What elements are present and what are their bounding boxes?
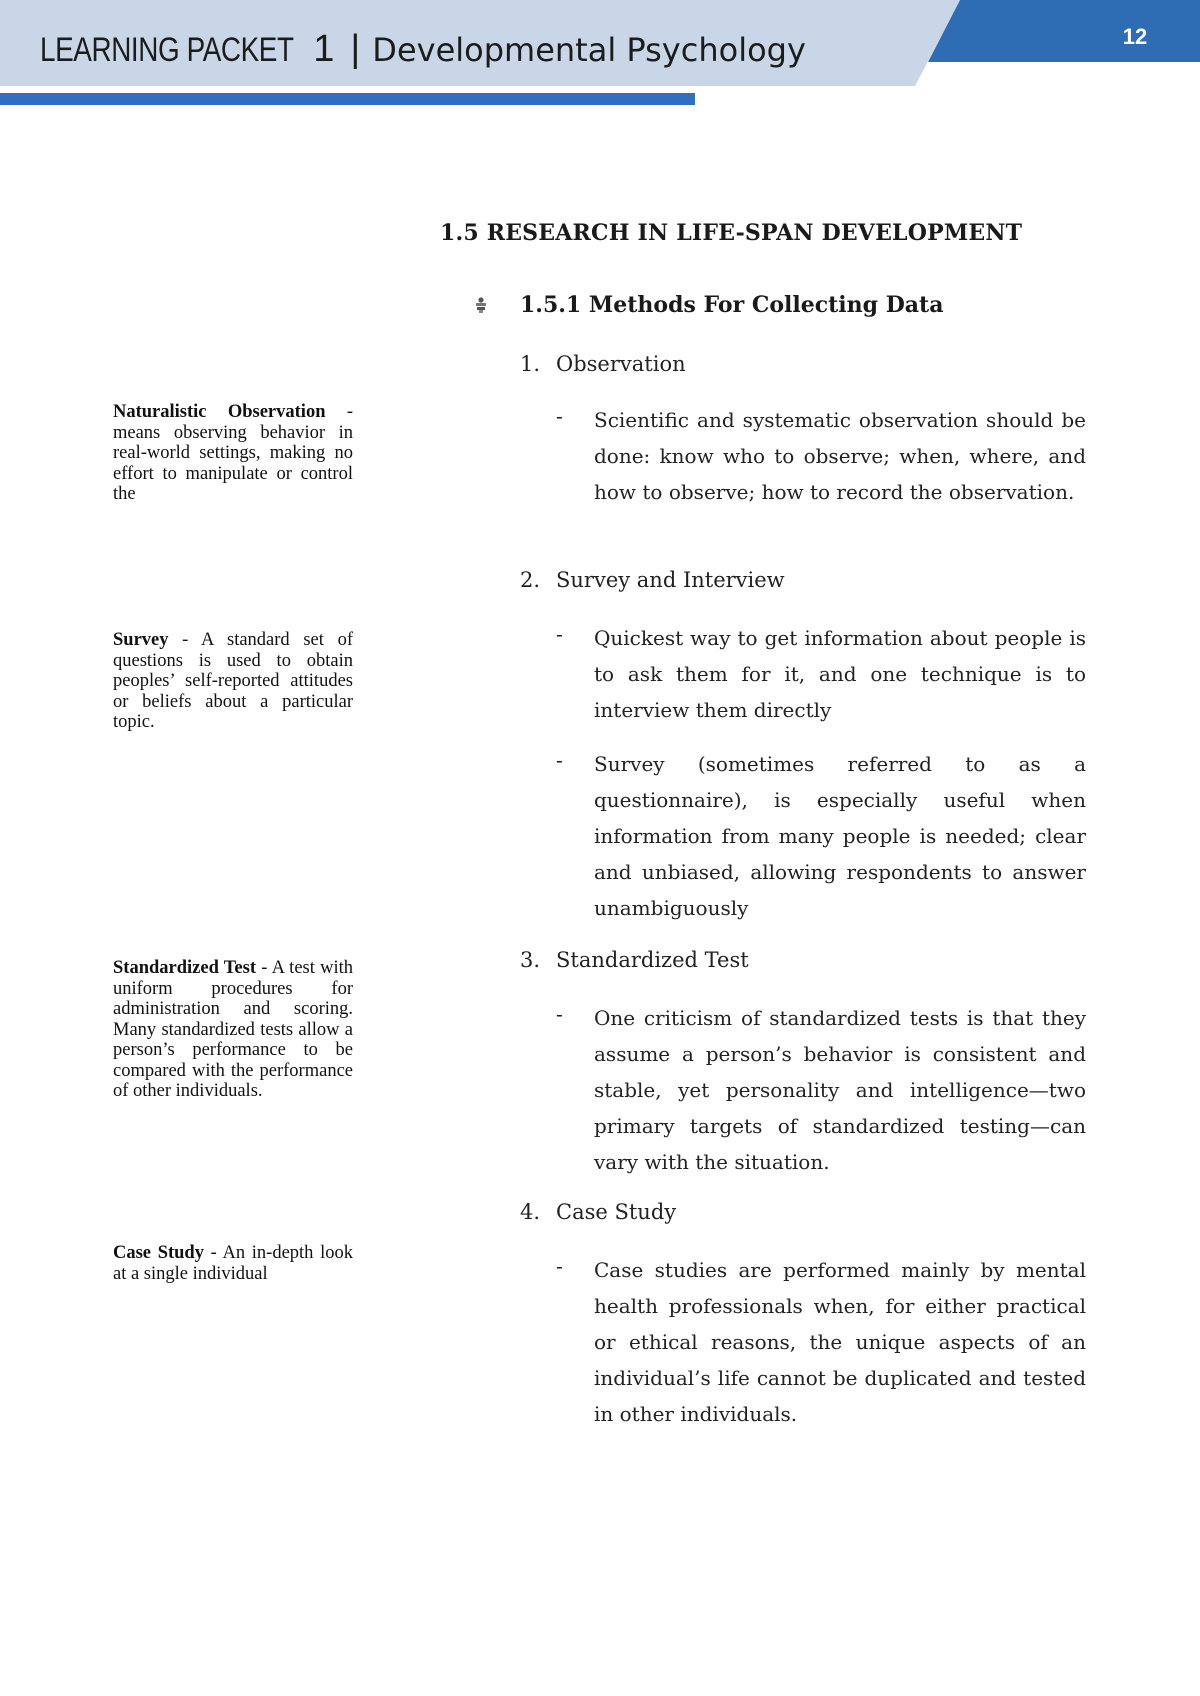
title-separator: |	[350, 28, 361, 70]
definition-term: Case Study	[113, 1243, 204, 1263]
sidebar-definition-standardized-test	[113, 958, 353, 1102]
method-name: Standardized Test	[556, 948, 749, 972]
star-bullet-icon	[474, 296, 488, 314]
sidebar-definition-naturalistic-observation	[113, 402, 353, 505]
dash-marker: -	[556, 1002, 563, 1026]
dash-marker: -	[556, 748, 563, 772]
packet-number: 1	[313, 28, 335, 70]
dash-marker: -	[556, 622, 563, 646]
method-name: Case Study	[556, 1200, 677, 1224]
method-heading-case-study	[520, 1200, 676, 1224]
definition-term: Survey	[113, 630, 169, 650]
packet-label: LEARNING PACKET	[40, 31, 294, 69]
header-underline	[0, 93, 695, 105]
method-heading-standardized-test	[520, 948, 749, 972]
method-number: 3.	[520, 948, 541, 972]
list-item-text: Scientific and systematic observation should be done: know who to observe; when, where, and how to observe; how to record the observation.	[594, 408, 1086, 504]
definition-text: - A standard set of questions is used to obtain peoples’ self-reported attitudes or beliefs about a particular topic.	[113, 630, 353, 732]
definition-term: Naturalistic Observation	[113, 402, 326, 422]
list-item	[556, 1000, 1086, 1180]
sidebar-definition-survey	[113, 630, 353, 733]
method-heading-observation	[520, 352, 686, 376]
list-item-text: Survey (sometimes referred to as a questionnaire), is especially useful when information from many people is needed; clear and unbiased, allowing respondents to answer unambiguously	[594, 752, 1086, 920]
definition-text: - means observing behavior in real-world settings, making no effort to manipulate or control the	[113, 402, 353, 504]
dash-marker: -	[556, 404, 563, 428]
subsection-title: 1.5.1 Methods For Collecting Data	[520, 292, 944, 318]
list-item-text: Quickest way to get information about people is to ask them for it, and one technique is to interview them directly	[594, 626, 1086, 722]
method-name: Survey and Interview	[556, 568, 785, 592]
list-item	[556, 620, 1086, 728]
subsection-heading	[474, 292, 943, 318]
section-title: 1.5 RESEARCH IN LIFE-SPAN DEVELOPMENT	[440, 220, 1023, 246]
method-number: 4.	[520, 1200, 541, 1224]
method-number: 2.	[520, 568, 541, 592]
method-heading-survey-interview	[520, 568, 785, 592]
list-item-text: Case studies are performed mainly by mental health professionals when, for either practical or ethical reasons, the unique aspects of an individual’s life cannot be duplicated and tested in other individuals.	[594, 1258, 1086, 1426]
definition-text: - An in-depth look at a single individual	[113, 1243, 353, 1284]
definition-text: - A test with uniform procedures for administration and scoring. Many standardized tests allow a person’s performance to be compared with the performance of other individuals.	[113, 958, 353, 1101]
page-number: 12	[1122, 24, 1148, 49]
sidebar-definition-case-study	[113, 1243, 353, 1284]
method-name: Observation	[556, 352, 686, 376]
header-title	[40, 28, 806, 78]
list-item	[556, 402, 1086, 510]
list-item	[556, 1252, 1086, 1432]
subject-title: Developmental Psychology	[372, 31, 806, 69]
dash-marker: -	[556, 1254, 563, 1278]
list-item-text: One criticism of standardized tests is that they assume a person’s behavior is consistent and stable, yet personality and intelligence—two primary targets of standardized testing—can vary with the situation.	[594, 1006, 1086, 1174]
list-item	[556, 746, 1086, 926]
method-number: 1.	[520, 352, 541, 376]
definition-term: Standardized Test	[113, 958, 256, 978]
